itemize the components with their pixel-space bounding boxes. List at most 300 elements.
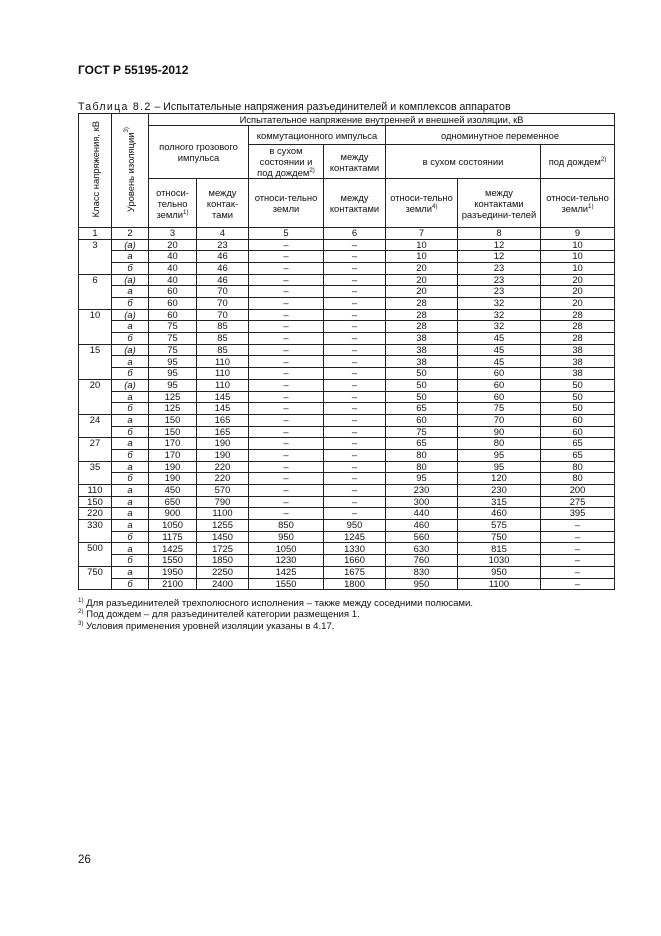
value-cell: 750 xyxy=(458,531,541,543)
value-cell: 60 xyxy=(149,286,197,298)
insulation-level-cell: (а) xyxy=(112,239,149,251)
value-cell: – xyxy=(249,286,324,298)
value-cell: – xyxy=(249,473,324,485)
insulation-level-cell: б xyxy=(112,449,149,461)
voltage-class-cell: 15 xyxy=(79,344,112,379)
value-cell: 70 xyxy=(458,414,541,426)
value-cell: – xyxy=(249,426,324,438)
table-row xyxy=(79,531,615,543)
value-cell: – xyxy=(249,508,324,520)
value-cell: 125 xyxy=(149,391,197,403)
column-index-row xyxy=(79,228,615,240)
table-row xyxy=(79,438,615,450)
value-cell: 12 xyxy=(458,251,541,263)
table-row xyxy=(79,414,615,426)
value-cell: 23 xyxy=(458,286,541,298)
footnotes xyxy=(78,598,473,632)
caption-text: – Испытательные напряжения разъединителей и комплексов аппаратов xyxy=(151,101,511,113)
value-cell: 65 xyxy=(386,403,458,415)
value-cell: 95 xyxy=(149,356,197,368)
insulation-level-cell: а xyxy=(112,485,149,497)
value-cell: 20 xyxy=(541,298,615,310)
value-cell: 440 xyxy=(386,508,458,520)
insulation-level-cell: а xyxy=(112,356,149,368)
value-cell: – xyxy=(249,461,324,473)
value-cell: 1660 xyxy=(324,555,386,567)
value-cell: 20 xyxy=(541,274,615,286)
voltage-class-cell: 35 xyxy=(79,461,112,484)
table-row xyxy=(79,356,615,368)
value-cell: 815 xyxy=(458,543,541,555)
table-row xyxy=(79,496,615,508)
insulation-level-cell: а xyxy=(112,286,149,298)
table-body xyxy=(79,239,615,590)
insulation-level-cell: (а) xyxy=(112,379,149,391)
insulation-level-cell: б xyxy=(112,531,149,543)
value-cell: 275 xyxy=(541,496,615,508)
value-cell: 23 xyxy=(197,239,249,251)
voltage-class-cell: 27 xyxy=(79,438,112,461)
value-cell: – xyxy=(249,414,324,426)
value-cell: 60 xyxy=(149,309,197,321)
insulation-level-cell: а xyxy=(112,566,149,578)
column-index: 5 xyxy=(249,228,324,240)
value-cell: 190 xyxy=(149,461,197,473)
table-row xyxy=(79,251,615,263)
value-cell: 50 xyxy=(386,391,458,403)
table-row xyxy=(79,426,615,438)
value-cell: – xyxy=(249,239,324,251)
value-cell: 46 xyxy=(197,274,249,286)
value-cell: 10 xyxy=(386,239,458,251)
header-switching-impulse: коммутационного импульса xyxy=(249,126,386,145)
value-cell: 32 xyxy=(458,298,541,310)
header-lightning-impulse: полного грозового импульса xyxy=(149,126,249,179)
value-cell: 50 xyxy=(386,368,458,380)
header-one-minute-rain: под дождем$^{2)}$ xyxy=(541,145,615,179)
value-cell: – xyxy=(324,274,386,286)
value-cell: 60 xyxy=(458,368,541,380)
value-cell: 28 xyxy=(541,321,615,333)
value-cell: 95 xyxy=(149,379,197,391)
value-cell: – xyxy=(324,286,386,298)
value-cell: – xyxy=(249,368,324,380)
value-cell: 95 xyxy=(458,449,541,461)
table-row xyxy=(79,333,615,345)
insulation-level-cell: а xyxy=(112,251,149,263)
value-cell: 1050 xyxy=(149,520,197,532)
table-row xyxy=(79,286,615,298)
value-cell: 950 xyxy=(249,531,324,543)
table-row xyxy=(79,578,615,590)
value-cell: 50 xyxy=(386,379,458,391)
value-cell: 50 xyxy=(541,379,615,391)
voltage-class-cell: 500 xyxy=(79,543,112,566)
value-cell: 790 xyxy=(197,496,249,508)
table-row xyxy=(79,555,615,567)
value-cell: 20 xyxy=(149,239,197,251)
value-cell: 165 xyxy=(197,426,249,438)
column-index: 2 xyxy=(112,228,149,240)
value-cell: 50 xyxy=(541,391,615,403)
header-one-minute-dry: в сухом состоянии xyxy=(386,145,541,179)
value-cell: 125 xyxy=(149,403,197,415)
value-cell: – xyxy=(324,414,386,426)
value-cell: 1550 xyxy=(149,555,197,567)
value-cell: 1175 xyxy=(149,531,197,543)
column-index: 3 xyxy=(149,228,197,240)
value-cell: – xyxy=(324,426,386,438)
table-row xyxy=(79,298,615,310)
test-voltage-table xyxy=(78,113,615,590)
value-cell: 10 xyxy=(541,239,615,251)
value-cell: 560 xyxy=(386,531,458,543)
voltage-class-cell: 220 xyxy=(79,508,112,520)
voltage-class-cell: 3 xyxy=(79,239,112,274)
footnote: $^{2)}$ Под дождем – для разъединителей категории размещения 1. xyxy=(78,608,360,621)
value-cell: – xyxy=(249,391,324,403)
value-cell: 70 xyxy=(197,298,249,310)
voltage-class-cell: 20 xyxy=(79,379,112,414)
value-cell: 575 xyxy=(458,520,541,532)
value-cell: 60 xyxy=(541,414,615,426)
header-col-7: относи-тельно земли$^{4)}$ xyxy=(386,179,458,228)
value-cell: 75 xyxy=(386,426,458,438)
value-cell: 38 xyxy=(386,344,458,356)
value-cell: – xyxy=(249,309,324,321)
column-index: 9 xyxy=(541,228,615,240)
value-cell: 32 xyxy=(458,321,541,333)
value-cell: 1550 xyxy=(249,578,324,590)
value-cell: – xyxy=(249,485,324,497)
document-code: ГОСТ Р 55195-2012 xyxy=(78,63,189,77)
value-cell: 1050 xyxy=(249,543,324,555)
insulation-level-cell: (а) xyxy=(112,344,149,356)
insulation-level-cell: б xyxy=(112,298,149,310)
value-cell: 40 xyxy=(149,262,197,274)
value-cell: 1950 xyxy=(149,566,197,578)
table-row xyxy=(79,321,615,333)
value-cell: – xyxy=(324,356,386,368)
value-cell: 190 xyxy=(149,473,197,485)
value-cell: 1100 xyxy=(197,508,249,520)
table-row xyxy=(79,449,615,461)
table-row xyxy=(79,239,615,251)
header-one-minute: одноминутное переменное xyxy=(386,126,615,145)
value-cell: – xyxy=(249,496,324,508)
header-test-voltage: Испытательное напряжение внутренней и внешней изоляции, кВ xyxy=(149,114,615,126)
value-cell: 85 xyxy=(197,333,249,345)
value-cell: 38 xyxy=(386,333,458,345)
voltage-class-cell: 750 xyxy=(79,566,112,589)
value-cell: – xyxy=(541,578,615,590)
voltage-class-cell: 10 xyxy=(79,309,112,344)
value-cell: – xyxy=(249,449,324,461)
table-row xyxy=(79,520,615,532)
value-cell: 170 xyxy=(149,449,197,461)
value-cell: 75 xyxy=(149,344,197,356)
value-cell: – xyxy=(324,321,386,333)
header-insulation-level: Уровень изоляции$^{3)}$ xyxy=(112,114,149,228)
value-cell: 1725 xyxy=(197,543,249,555)
insulation-level-cell: б xyxy=(112,473,149,485)
value-cell: 450 xyxy=(149,485,197,497)
value-cell: 23 xyxy=(458,274,541,286)
value-cell: – xyxy=(324,262,386,274)
table-row xyxy=(79,403,615,415)
value-cell: 110 xyxy=(197,379,249,391)
value-cell: 50 xyxy=(541,403,615,415)
table-row xyxy=(79,368,615,380)
table-row xyxy=(79,473,615,485)
value-cell: 10 xyxy=(386,251,458,263)
insulation-level-cell: б xyxy=(112,426,149,438)
header-col-3: относи-тельно земли$^{1)}$ xyxy=(149,179,197,228)
table-row xyxy=(79,566,615,578)
value-cell: 60 xyxy=(541,426,615,438)
value-cell: 65 xyxy=(541,449,615,461)
value-cell: 190 xyxy=(197,449,249,461)
value-cell: – xyxy=(324,368,386,380)
table-row xyxy=(79,379,615,391)
insulation-level-cell: б xyxy=(112,333,149,345)
value-cell: 830 xyxy=(386,566,458,578)
insulation-level-cell: а xyxy=(112,543,149,555)
value-cell: 1800 xyxy=(324,578,386,590)
value-cell: 85 xyxy=(197,344,249,356)
value-cell: 28 xyxy=(386,309,458,321)
value-cell: 28 xyxy=(541,333,615,345)
value-cell: – xyxy=(324,298,386,310)
value-cell: 220 xyxy=(197,473,249,485)
value-cell: – xyxy=(249,344,324,356)
value-cell: – xyxy=(541,555,615,567)
value-cell: 60 xyxy=(386,414,458,426)
value-cell: – xyxy=(324,508,386,520)
value-cell: 60 xyxy=(149,298,197,310)
value-cell: 150 xyxy=(149,426,197,438)
footnote: $^{1)}$ Для разъединителей трехполюсного исполнения – также между соседними полюсами. xyxy=(78,596,474,609)
value-cell: 460 xyxy=(458,508,541,520)
value-cell: 60 xyxy=(458,379,541,391)
value-cell: – xyxy=(249,262,324,274)
value-cell: 40 xyxy=(149,251,197,263)
header-col-9: относи-тельно земли$^{1)}$ xyxy=(541,179,615,228)
value-cell: 75 xyxy=(149,333,197,345)
voltage-class-cell: 150 xyxy=(79,496,112,508)
table-caption xyxy=(78,101,511,113)
column-index: 6 xyxy=(324,228,386,240)
value-cell: 950 xyxy=(458,566,541,578)
value-cell: 145 xyxy=(197,403,249,415)
value-cell: – xyxy=(249,379,324,391)
value-cell: 60 xyxy=(458,391,541,403)
value-cell: 90 xyxy=(458,426,541,438)
value-cell: 20 xyxy=(541,286,615,298)
insulation-level-cell: б xyxy=(112,368,149,380)
value-cell: 230 xyxy=(458,485,541,497)
insulation-level-cell: б xyxy=(112,578,149,590)
value-cell: 110 xyxy=(197,356,249,368)
insulation-level-cell: а xyxy=(112,508,149,520)
value-cell: 40 xyxy=(149,274,197,286)
table-row xyxy=(79,543,615,555)
value-cell: 1450 xyxy=(197,531,249,543)
value-cell: 950 xyxy=(324,520,386,532)
value-cell: – xyxy=(541,531,615,543)
caption-lead: Таблица 8.2 xyxy=(78,101,152,113)
insulation-level-cell: б xyxy=(112,403,149,415)
footnote: $^{3)}$ Условия применения уровней изоляции указаны в 4.17. xyxy=(78,619,335,632)
voltage-class-cell: 330 xyxy=(79,520,112,543)
value-cell: – xyxy=(324,239,386,251)
value-cell: 46 xyxy=(197,262,249,274)
value-cell: 32 xyxy=(458,309,541,321)
table-row xyxy=(79,485,615,497)
insulation-level-cell: б xyxy=(112,262,149,274)
value-cell: 28 xyxy=(386,298,458,310)
value-cell: 10 xyxy=(541,262,615,274)
value-cell: – xyxy=(324,496,386,508)
table-row xyxy=(79,461,615,473)
voltage-class-cell: 110 xyxy=(79,485,112,497)
value-cell: – xyxy=(324,344,386,356)
value-cell: 95 xyxy=(458,461,541,473)
insulation-level-cell: (а) xyxy=(112,274,149,286)
value-cell: – xyxy=(324,379,386,391)
value-cell: 38 xyxy=(541,344,615,356)
value-cell: – xyxy=(324,309,386,321)
value-cell: – xyxy=(324,333,386,345)
value-cell: – xyxy=(324,449,386,461)
value-cell: 170 xyxy=(149,438,197,450)
insulation-level-cell: а xyxy=(112,520,149,532)
value-cell: – xyxy=(324,391,386,403)
value-cell: 200 xyxy=(541,485,615,497)
insulation-level-cell: а xyxy=(112,414,149,426)
header-col-8: между контактами разъедини-телей xyxy=(458,179,541,228)
value-cell: 95 xyxy=(149,368,197,380)
value-cell: 28 xyxy=(386,321,458,333)
value-cell: 28 xyxy=(541,309,615,321)
value-cell: 45 xyxy=(458,356,541,368)
insulation-level-cell: а xyxy=(112,496,149,508)
value-cell: 23 xyxy=(458,262,541,274)
value-cell: 46 xyxy=(197,251,249,263)
value-cell: 1425 xyxy=(149,543,197,555)
table-header xyxy=(79,114,615,240)
value-cell: 38 xyxy=(386,356,458,368)
header-switching-dry-rain: в сухом состоянии и под дождем$^{2)}$ xyxy=(249,145,324,179)
value-cell: 1230 xyxy=(249,555,324,567)
value-cell: 145 xyxy=(197,391,249,403)
value-cell: 1850 xyxy=(197,555,249,567)
value-cell: 85 xyxy=(197,321,249,333)
value-cell: – xyxy=(541,543,615,555)
value-cell: 220 xyxy=(197,461,249,473)
value-cell: – xyxy=(249,438,324,450)
value-cell: 110 xyxy=(197,368,249,380)
value-cell: 45 xyxy=(458,333,541,345)
value-cell: 315 xyxy=(458,496,541,508)
column-index: 7 xyxy=(386,228,458,240)
value-cell: 1425 xyxy=(249,566,324,578)
value-cell: 2400 xyxy=(197,578,249,590)
table-row xyxy=(79,391,615,403)
table-row xyxy=(79,262,615,274)
value-cell: – xyxy=(324,461,386,473)
value-cell: 630 xyxy=(386,543,458,555)
value-cell: 2100 xyxy=(149,578,197,590)
value-cell: 850 xyxy=(249,520,324,532)
header-col-4: между контак-тами xyxy=(197,179,249,228)
value-cell: 75 xyxy=(458,403,541,415)
voltage-class-cell: 6 xyxy=(79,274,112,309)
column-index: 4 xyxy=(197,228,249,240)
value-cell: – xyxy=(541,520,615,532)
value-cell: 460 xyxy=(386,520,458,532)
value-cell: 950 xyxy=(386,578,458,590)
value-cell: 12 xyxy=(458,239,541,251)
value-cell: 1100 xyxy=(458,578,541,590)
insulation-level-cell: а xyxy=(112,391,149,403)
value-cell: – xyxy=(324,403,386,415)
header-col-5: относи-тельно земли xyxy=(249,179,324,228)
value-cell: – xyxy=(249,274,324,286)
value-cell: 1245 xyxy=(324,531,386,543)
value-cell: – xyxy=(324,473,386,485)
value-cell: 10 xyxy=(541,251,615,263)
value-cell: – xyxy=(249,333,324,345)
value-cell: 38 xyxy=(541,368,615,380)
value-cell: – xyxy=(324,485,386,497)
value-cell: 1030 xyxy=(458,555,541,567)
value-cell: 20 xyxy=(386,274,458,286)
header-switching-contacts: между контактами xyxy=(324,145,386,179)
value-cell: 65 xyxy=(386,438,458,450)
value-cell: 760 xyxy=(386,555,458,567)
value-cell: 230 xyxy=(386,485,458,497)
value-cell: – xyxy=(249,403,324,415)
insulation-level-cell: а xyxy=(112,438,149,450)
value-cell: 80 xyxy=(458,438,541,450)
value-cell: 300 xyxy=(386,496,458,508)
page-number: 26 xyxy=(78,854,91,866)
table-row xyxy=(79,309,615,321)
table-row xyxy=(79,274,615,286)
column-index: 8 xyxy=(458,228,541,240)
value-cell: 20 xyxy=(386,286,458,298)
value-cell: 45 xyxy=(458,344,541,356)
value-cell: – xyxy=(249,356,324,368)
value-cell: 95 xyxy=(386,473,458,485)
value-cell: 80 xyxy=(386,461,458,473)
value-cell: – xyxy=(249,298,324,310)
insulation-level-cell: (а) xyxy=(112,309,149,321)
value-cell: 165 xyxy=(197,414,249,426)
value-cell: 20 xyxy=(386,262,458,274)
insulation-level-cell: а xyxy=(112,461,149,473)
value-cell: 120 xyxy=(458,473,541,485)
value-cell: 1675 xyxy=(324,566,386,578)
value-cell: 395 xyxy=(541,508,615,520)
value-cell: 570 xyxy=(197,485,249,497)
value-cell: – xyxy=(324,251,386,263)
insulation-level-cell: а xyxy=(112,321,149,333)
voltage-class-cell: 24 xyxy=(79,414,112,437)
value-cell: 2250 xyxy=(197,566,249,578)
header-col-6: между контактами xyxy=(324,179,386,228)
